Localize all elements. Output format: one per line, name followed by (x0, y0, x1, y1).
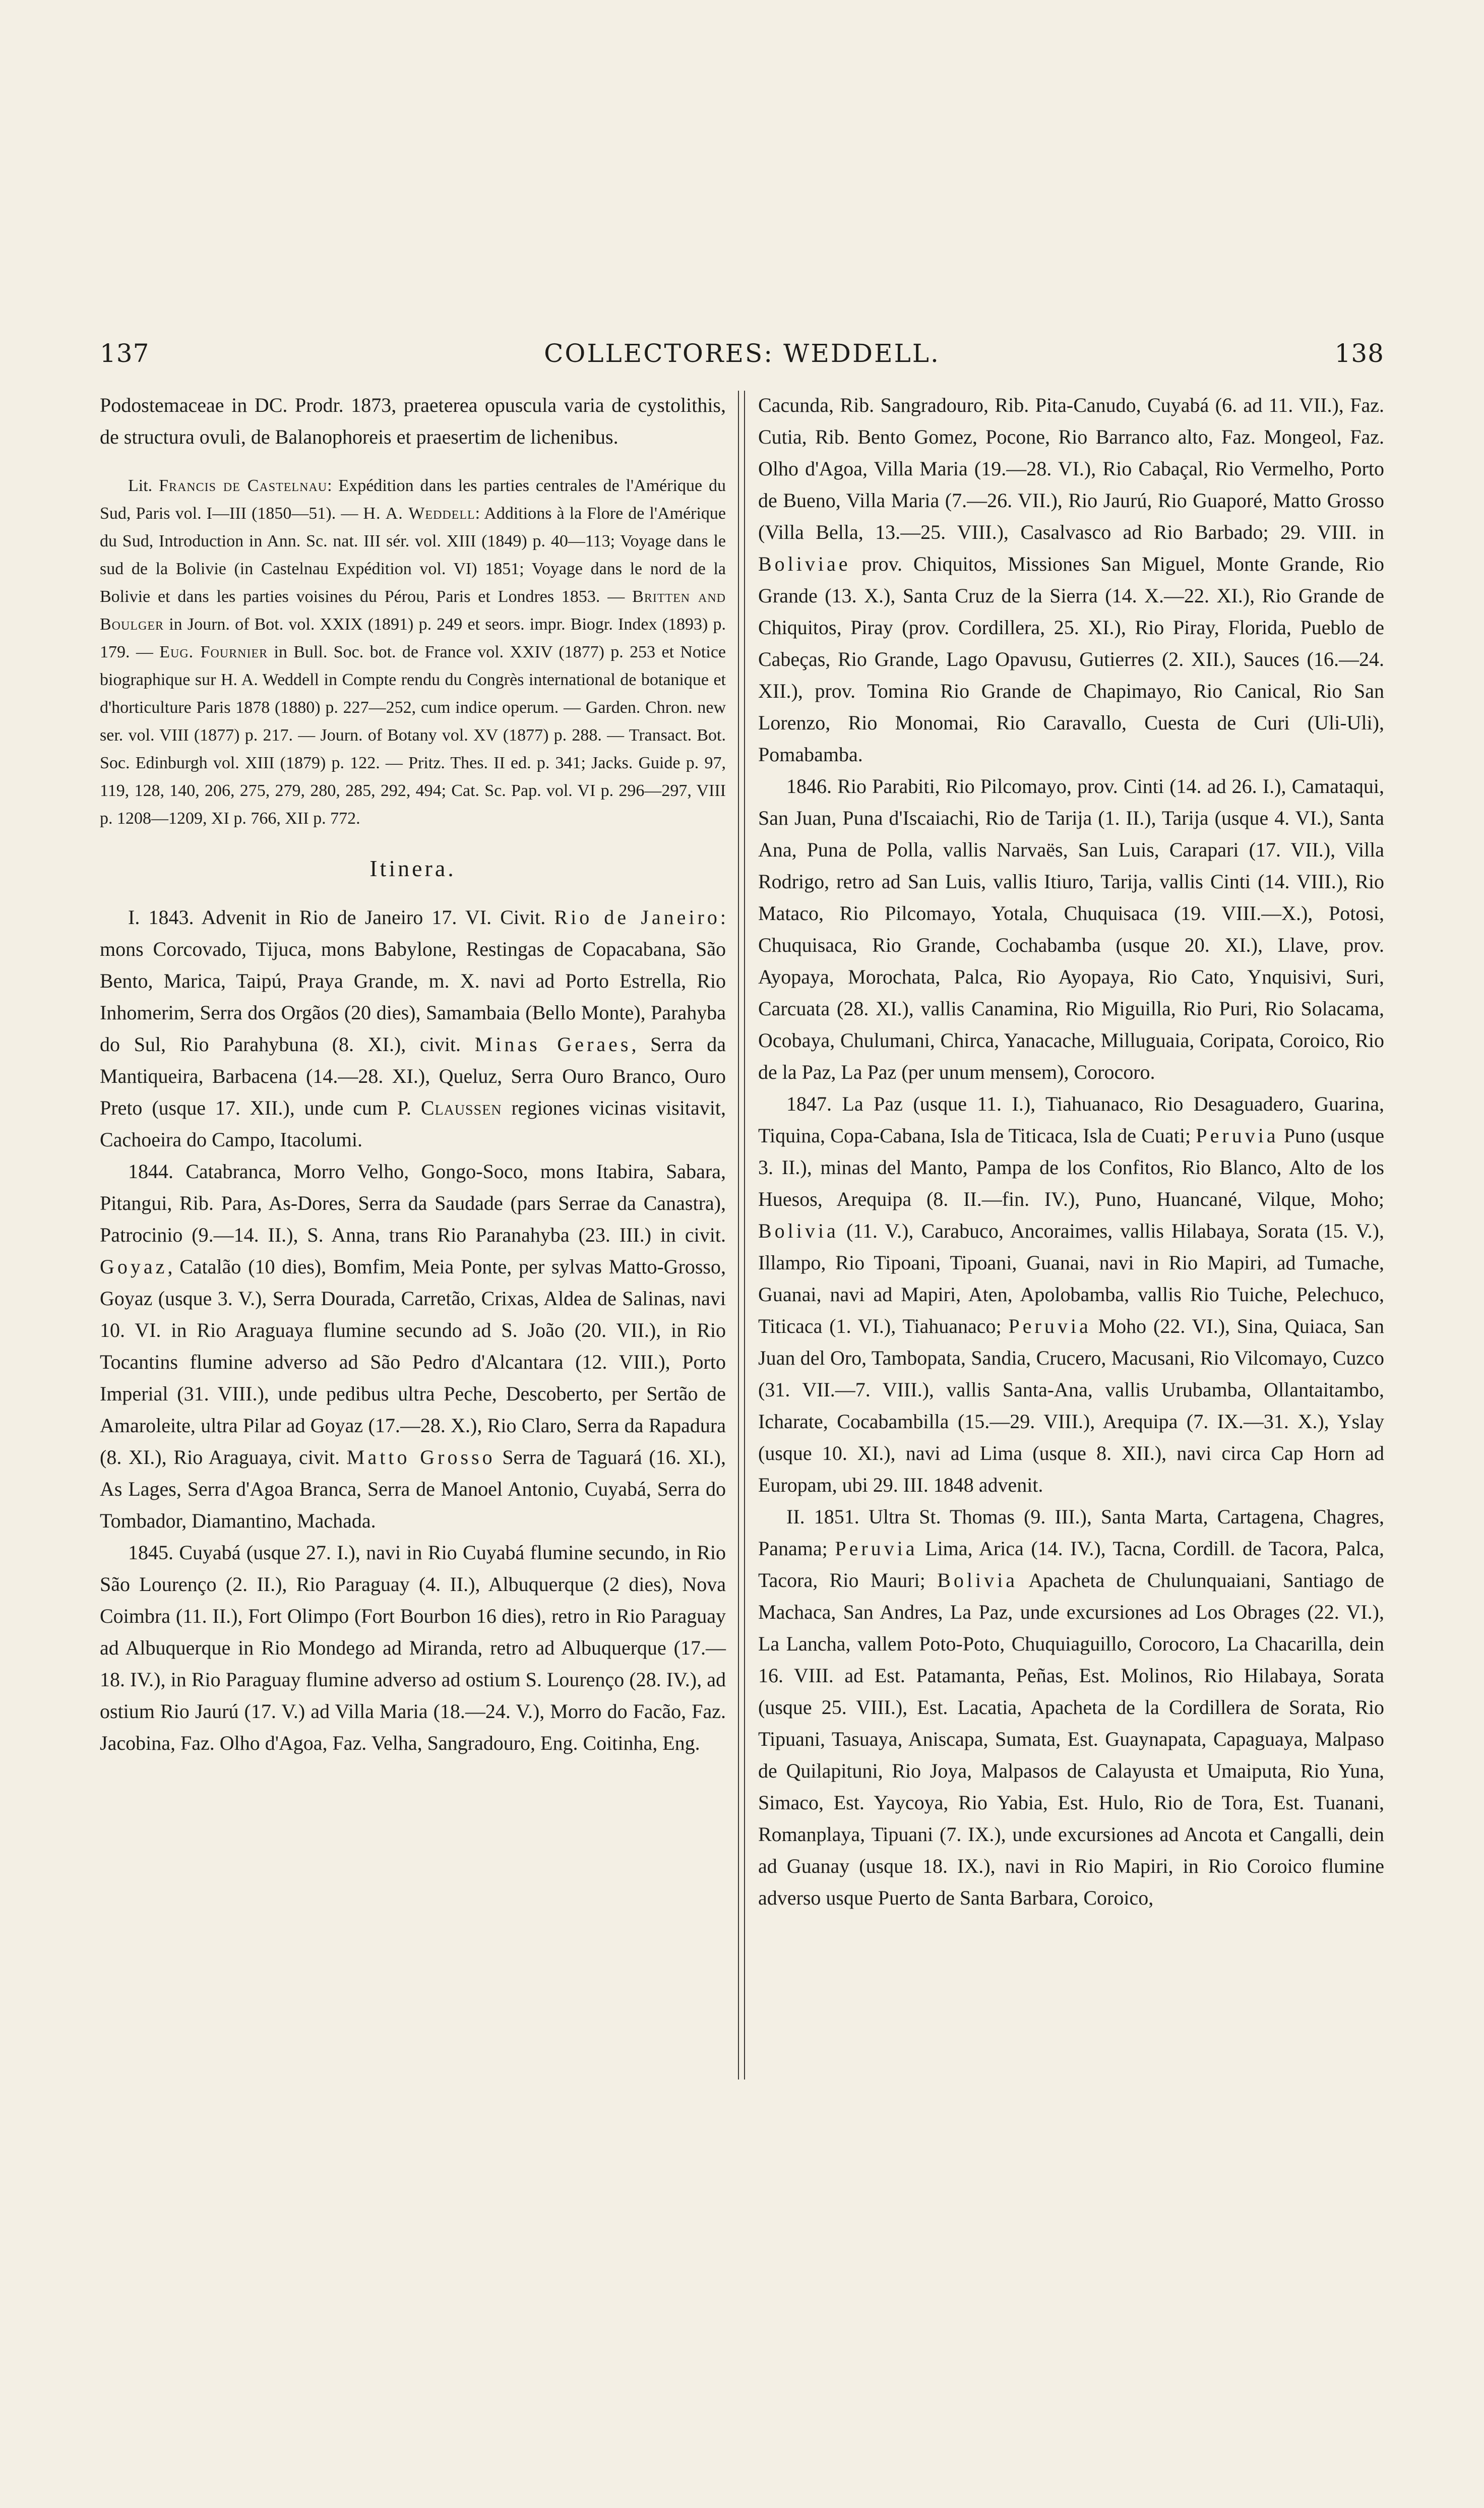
lit-author: H. A. Weddell (363, 504, 475, 523)
text-run: Moho (22. VI.), Sina, Quiaca, San Juan del Oro, Tambopata, Sandia, Crucero, Macusani, Rio Vilcomayo, Cuzco (31. VII.—7. VIII.), vallis Santa-Ana, vallis Urubamba, Ollantaitambo, Icharate, Cocabambilla (15.—29. VIII.), Arequipa (7. IX.—31. X.), Yslay (usque 10. XI.), navi ad Lima (usque 8. XII.), navi circa Cap Horn ad Europam, ubi 29. III. 1848 advenit. (758, 1315, 1384, 1496)
spaced-region: Bolivia (937, 1569, 1018, 1592)
itinerary-1843 (100, 901, 726, 1155)
text-run: Apacheta de Chulunquaiani, Santiago de Machaca, San Andres, La Paz, unde excursiones ad Los Obrages (22. VI.), La Lancha, vallem Poto-Poto, Chuquiaguillo, Corocoro, La Chacarilla, dein 16. VIII. ad Est. Patamanta, Peñas, Est. Molinos, Rio Hilabaya, Sorata (usque 25. VIII.), Est. Lacatia, Apacheta de la Cordillera de Sorata, Rio Tipuani, Tasuaya, Aniscapa, Sumata, Est. Guaynapata, Capaguaya, Malpaso de Quilapituni, Rio Joya, Malpasos de Calayusta et Umaiputa, Rio Yuna, Simaco, Est. Yaycoya, Rio Yabia, Est. Hulo, Rio de Tora, Est. Tuanani, Romanplaya, Tipuani (7. IX.), unde excursiones ad Ancota et Cangalli, dein ad Guanay (usque 18. IX.), navi in Rio Mapiri, in Rio Coroico flumine adverso usque Puerto de Santa Barbara, Coroico, (758, 1569, 1384, 1909)
intro-paragraph: Podostemaceae in DC. Prodr. 1873, praeterea opuscula varia de cystolithis, de structura ovuli, de Balanophoreis et praesertim de lichenibus. (100, 394, 726, 448)
lit-text: in Journ. of Bot. vol. XXIX (1891) p. 249 et seors. impr. Biogr. Index (1893) p. 179. — (100, 615, 726, 661)
lit-text: : Expédition dans les parties centrales de l'Amérique du Sud, Paris vol. I—III (1850—51). — (100, 476, 726, 523)
right-column (758, 389, 1384, 1914)
itinerary-1845-continued (758, 389, 1384, 770)
spaced-region: Rio de Janeiro (554, 906, 720, 929)
itinerary-1844 (100, 1155, 726, 1537)
text-run: Serra de Taguará (16. XI.), As Lages, Serra d'Agoa Branca, Serra de Manoel Antonio, Cuyabá, Serra do Tombador, Diamantino, Machada. (100, 1446, 726, 1532)
spaced-region: Minas Geraes (474, 1033, 632, 1056)
text-run: Lima, Arica (14. IV.), Tacna, Cordill. de Tacora, Palca, Tacora, Rio Mauri; (758, 1537, 1385, 1592)
lit-text: : Additions à la Flore de l'Amérique du Sud, Introduction in Ann. Sc. nat. III sér. vol. XIII (1849) p. 40—113; Voyage dans le sud de la Bolivie (in Castelnau Expédition vol. VI) 1851; Voyage dans le nord de la Bolivie et dans les parties voisines du Pérou, Paris et Londres 1853. — (100, 504, 726, 606)
left-column (100, 389, 726, 1759)
text-run: 1847. La Paz (usque 11. I.), Tiahuanaco, Rio Desaguadero, Guarina, Tiquina, Copa-Cabana, Isla de Titicaca, Isla de Cuati; (758, 1092, 1384, 1147)
text-run: (11. V.), Carabuco, Ancoraimes, vallis Hilabaya, Sorata (15. V.), Illampo, Rio Tipoani, Tipoani, Guanai, navi in Rio Mapiri, ad Tumache, Guanai, navi ad Mapiri, Aten, Apolobamba, vallis Rio Tuiche, Pelechuco, Titicaca (1. VI.), Tiahuanaco; (758, 1219, 1384, 1337)
person-name: Claussen (420, 1096, 502, 1119)
text-run: Cacunda, Rib. Sangradouro, Rib. Pita-Canudo, Cuyabá (6. ad 11. VII.), Faz. Cutia, Rib. Bento Gomez, Pocone, Rio Barranco alto, Faz. Mongeol, Faz. Olho d'Agoa, Villa Maria (19.—28. VI.), Rio Cabaçal, Rio Vermelho, Porto de Bueno, Villa Maria (7.—26. VII.), Rio Jaurú, Rio Guaporé, Matto Grosso (Villa Bella, 13.—25. VIII.), Casalvasco ad Rio Barbado; 29. VIII. in (758, 394, 1384, 543)
lit-label: Lit. (128, 476, 153, 495)
itinerary-1851 (758, 1501, 1384, 1914)
text-run: I. 1843. Advenit in Rio de Janeiro 17. VI. Civit. (128, 906, 554, 929)
spaced-region: Peruvia (835, 1537, 918, 1560)
spaced-region: Goyaz (100, 1255, 168, 1278)
text-run: : mons Corcovado, Tijuca, mons Babylone, Restingas de Copacabana, São Bento, Marica, Taipú, Praya Grande, m. X. navi ad Porto Estrella, Rio Inhomerim, Serra dos Orgãos (20 dies), Samambaia (Bello Monte), Parahyba do Sul, Rio Parahybuna (8. XI.), civit. (100, 906, 726, 1056)
page-header (100, 339, 1384, 379)
lit-author: Eug. Fournier (159, 643, 268, 661)
text-run: Puno (usque 3. II.), minas del Manto, Pampa de los Confitos, Rio Blanco, Alto de los Huesos, Arequipa (8. II.—fin. IV.), Puno, Huancané, Vilque, Moho; (758, 1124, 1385, 1210)
lit-author: Francis de Castelnau (159, 476, 328, 495)
literature-paragraph (100, 472, 726, 832)
spaced-region: Peruvia (1196, 1124, 1279, 1147)
page-number-right: 138 (1334, 339, 1384, 368)
text-run: prov. Chiquitos, Missiones San Miguel, Monte Grande, Rio Grande (13. X.), Santa Cruz de la Sierra (14. X.—22. XI.), Rio Grande de Chiquitos, Piray (prov. Cordillera, 25. XI.), Rio Piray, Florida, Pueblo de Cabeças, Rio Grande, Lago Opavusu, Gutierres (2. XII.), Sauces (16.—24. XII.), prov. Tomina Rio Grande de Chapimayo, Rio Canical, Rio San Lorenzo, Rio Monomai, Rio Caravallo, Cuesta de Curi (Uli-Uli), Pomabamba. (758, 553, 1384, 766)
spaced-region: Peruvia (1008, 1315, 1091, 1337)
text-run: regiones vicinas visitavit, Cachoeira do Campo, Itacolumi. (100, 1096, 726, 1151)
itinerary-1847 (758, 1088, 1384, 1501)
itinerary-1846: 1846. Rio Parabiti, Rio Pilcomayo, prov. Cinti (14. ad 26. I.), Camataqui, San Juan, Puna d'Iscaiachi, Rio de Tarija (1. II.), Tarija (usque 4. VI.), Santa Ana, Puna de Polla, vallis Narvaës, San Luis, Carapari (17. VII.), Villa Rodrigo, retro ad San Luis, vallis Itiuro, Tarija, vallis Cinti (14. VIII.), Rio Mataco, Rio Pilcomayo, Yotala, Chuquisaca (19. VIII.—X.), Potosi, Chuquisaca, Rio Grande, Cochabamba (usque 20. XI.), Llave, prov. Ayopaya, Morochata, Palca, Rio Ayopaya, Rio Cato, Ynquisivi, Suri, Carcuata (28. XI.), vallis Canamina, Rio Miguilla, Rio Puri, Rio Solacama, Ocobaya, Chulumani, Chirca, Yanacache, Milluguaia, Coripata, Coroico, Rio de la Paz, La Paz (per unum mensem), Corocoro. (758, 775, 1384, 1083)
lit-text: in Bull. Soc. bot. de France vol. XXIV (1877) p. 253 et Notice biographique sur H. A. Weddell in Compte rendu du Congrès international de botanique et d'horticulture Paris 1878 (1880) p. 227—252, cum indice operum. — Garden. Chron. new ser. vol. VIII (1877) p. 217. — Journ. of Botany vol. XV (1877) p. 288. — Transact. Bot. Soc. Edinburgh vol. XIII (1879) p. 122. — Pritz. Thes. II ed. p. 341; Jacks. Guide p. 97, 119, 128, 140, 206, 275, 279, 280, 285, 292, 494; Cat. Sc. Pap. vol. VI p. 296—297, VIII p. 1208—1209, XI p. 766, XII p. 772. (100, 643, 726, 828)
spaced-region: Matto Grosso (346, 1446, 496, 1469)
text-run: , Catalão (10 dies), Bomfim, Meia Ponte, per sylvas Matto-Grosso, Goyaz (usque 3. V.), Serra Dourada, Carretão, Crixas, Aldea de Salinas, navi 10. VI. in Rio Araguaya flumine secundo ad S. João (20. VII.), in Rio Tocantins flumine adverso ad São Pedro d'Alcantara (12. VIII.), Porto Imperial (31. VIII.), unde pedibus ultra Peche, Descoberto, per Sertão de Amaroleite, ultra Pilar ad Goyaz (17.—28. X.), Rio Claro, Serra da Rapadura (8. XI.), Rio Araguaya, civit. (100, 1255, 726, 1469)
section-title: Itinera. (369, 855, 456, 881)
spaced-region: Bolivia (758, 1219, 839, 1242)
running-title: COLLECTORES: WEDDELL. (544, 339, 940, 368)
text-run: , Serra da Mantiqueira, Barbacena (14.—28. XI.), Queluz, Serra Ouro Branco, Ouro Preto (usque 17. XII.), unde cum P. (100, 1033, 726, 1119)
page-number-left: 137 (100, 339, 150, 368)
spaced-region: Boliviae (758, 553, 851, 575)
lit-author: Britten and Boulger (100, 587, 726, 634)
text-run: 1844. Catabranca, Morro Velho, Gongo-Soco, mons Itabira, Sabara, Pitangui, Rib. Para, As-Dores, Serra da Saudade (pars Serrae da Canastra), Patrocinio (9.—14. II.), S. Anna, trans Rio Paranahyba (23. III.) in civit. (100, 1160, 726, 1246)
itinerary-1845: 1845. Cuyabá (usque 27. I.), navi in Rio Cuyabá flumine secundo, in Rio São Lourenço (2. II.), Rio Paraguay (4. II.), Albuquerque (2 dies), Nova Coimbra (11. II.), Fort Olimpo (Fort Bourbon 16 dies), retro in Rio Paraguay ad Albuquerque in Rio Mondego ad Miranda, retro ad Albuquerque (17.—18. IV.), in Rio Paraguay flumine adverso ad ostium S. Lourenço (28. IV.), ad ostium Rio Jaurú (17. V.) ad Villa Maria (18.—24. V.), Morro do Facão, Faz. Jacobina, Faz. Olho d'Agoa, Faz. Velha, Sangradouro, Eng. Coitinha, Eng. (100, 1541, 726, 1754)
text-run: II. 1851. Ultra St. Thomas (9. III.), Santa Marta, Cartagena, Chagres, Panama; (758, 1505, 1384, 1560)
column-divider (738, 391, 745, 2079)
